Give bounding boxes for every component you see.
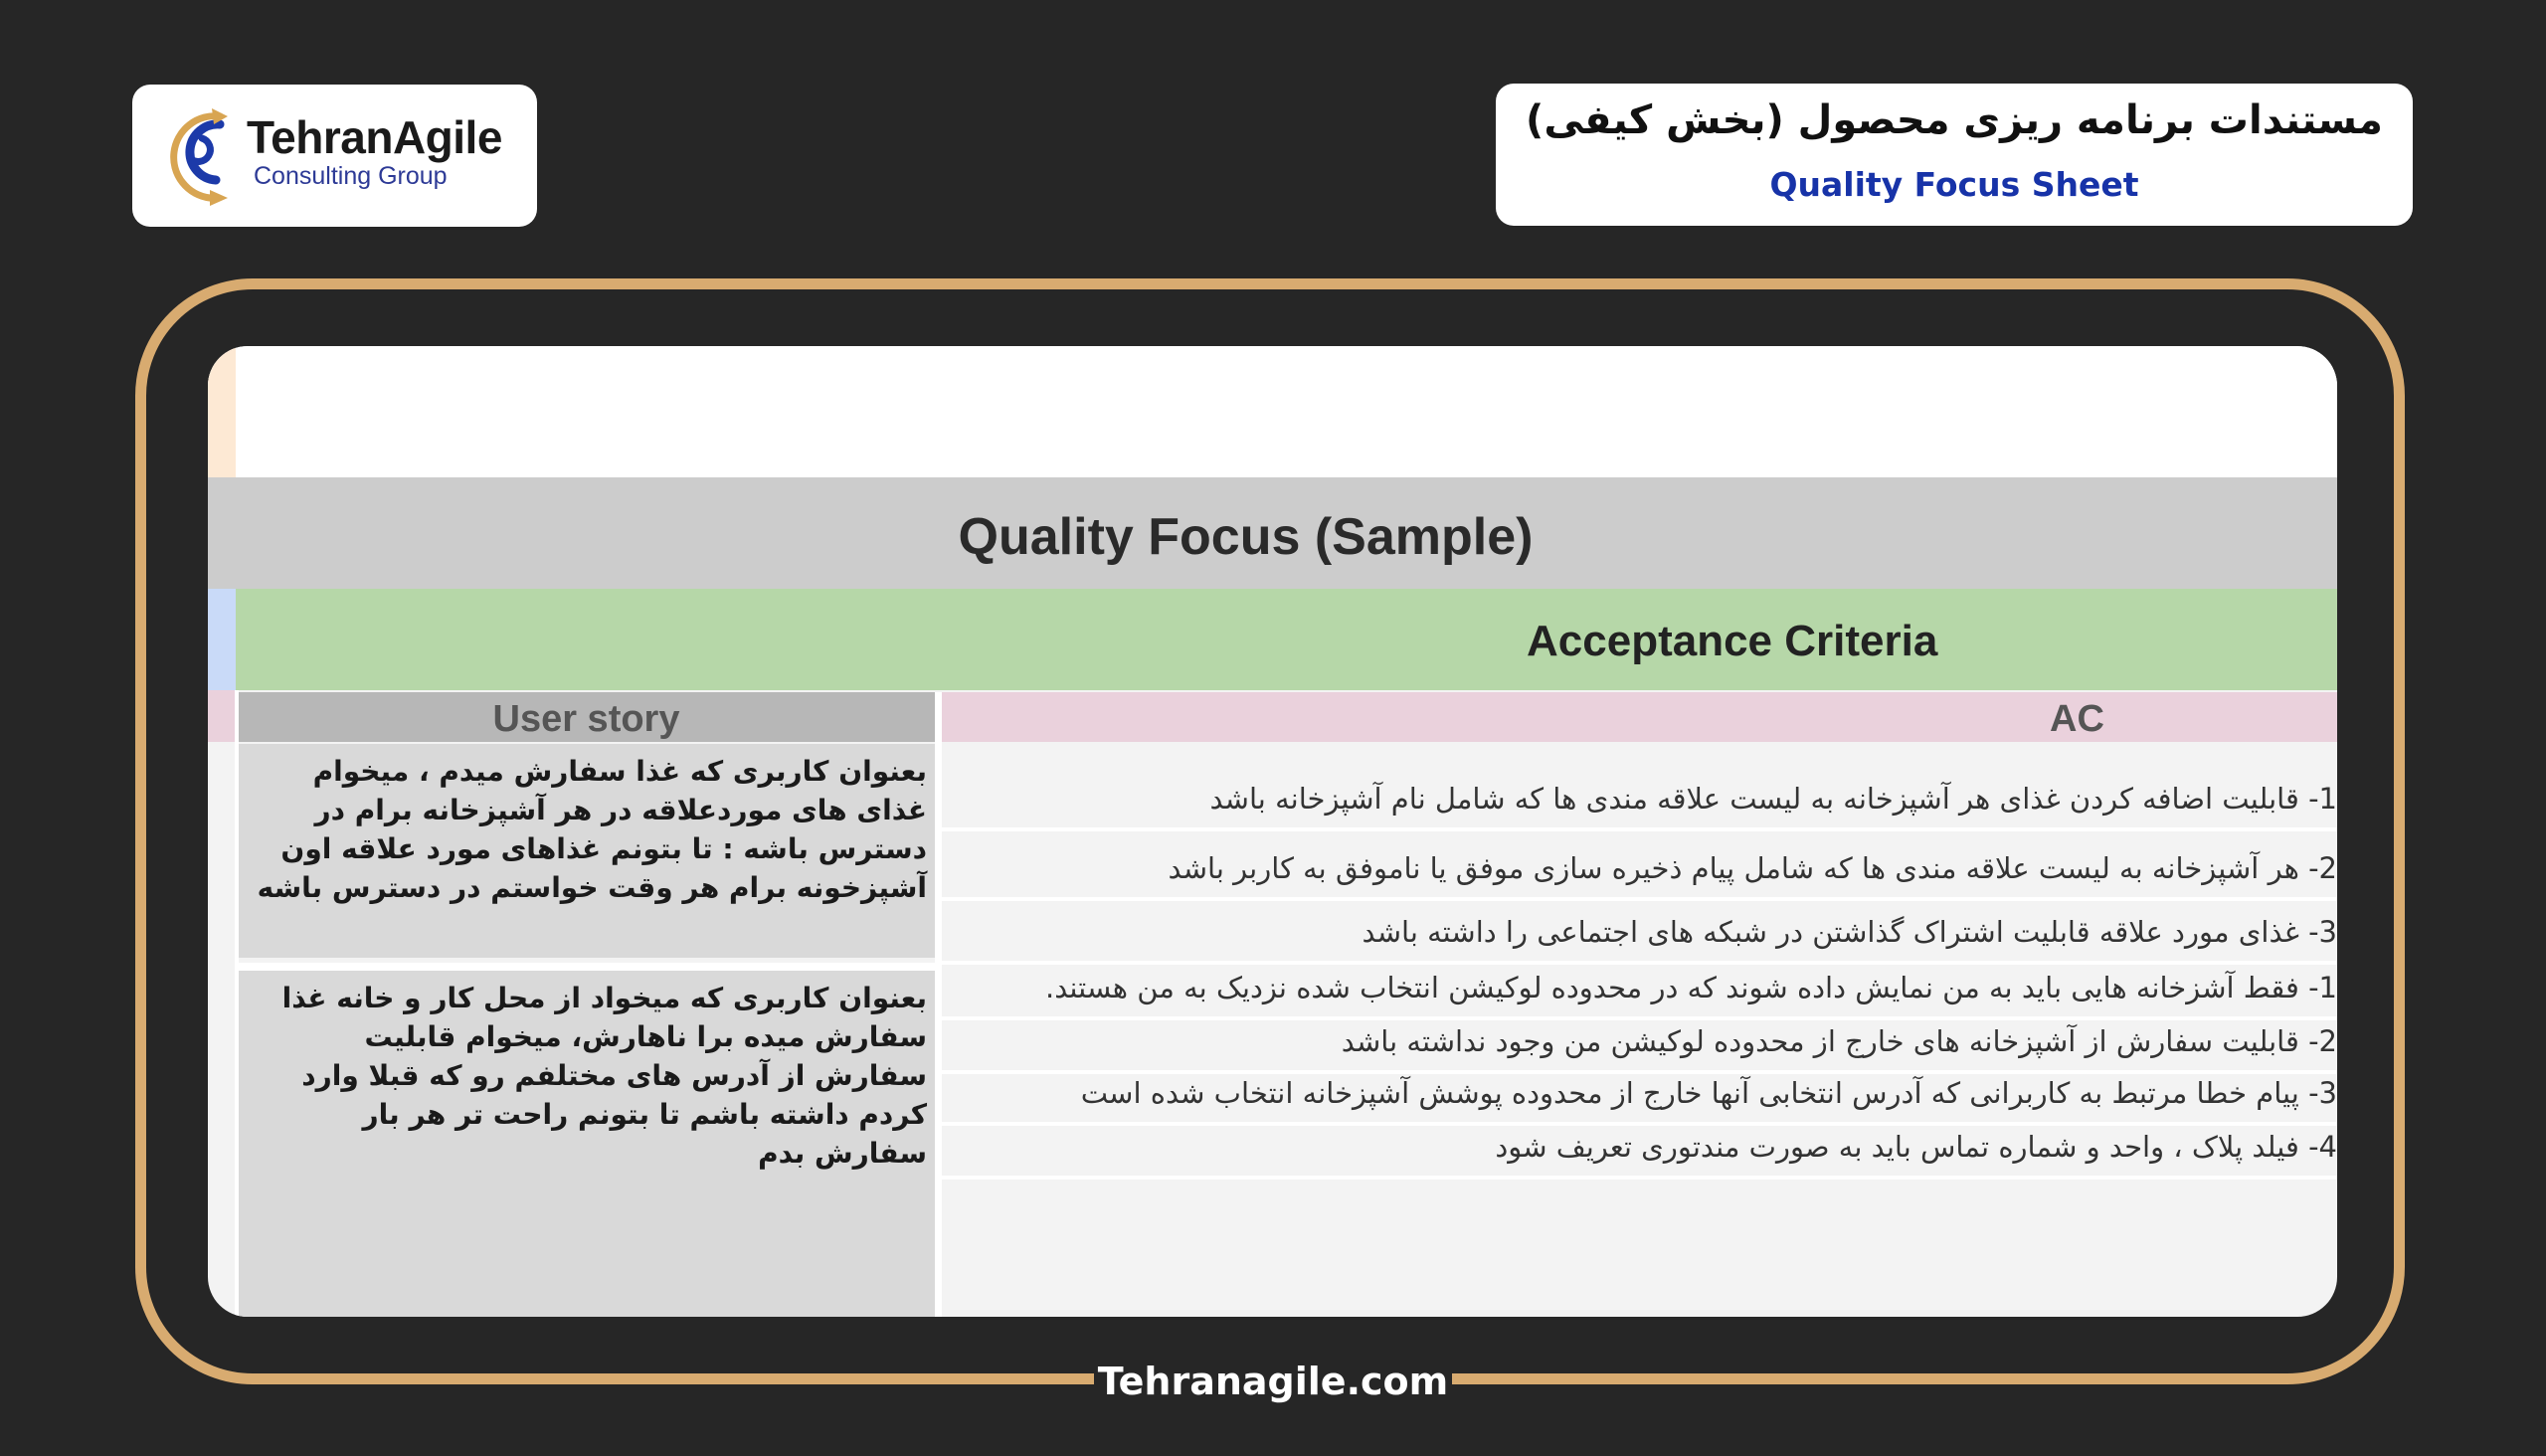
page-title-persian: مستندات برنامه ریزی محصول (بخش کیفی) bbox=[1526, 97, 2383, 143]
ac-column-header bbox=[942, 692, 2337, 742]
footer-url[interactable]: Tehranagile.com bbox=[1097, 1360, 1449, 1403]
logo-card bbox=[132, 85, 537, 227]
sheet-blank-area bbox=[208, 346, 2337, 477]
row-color-strip bbox=[208, 589, 236, 690]
logo-subtitle: Consulting Group bbox=[254, 162, 448, 190]
logo-name: TehranAgile bbox=[247, 111, 502, 163]
title-card bbox=[1496, 84, 2413, 226]
quality-focus-sheet bbox=[208, 346, 2337, 1317]
acceptance-criteria-band bbox=[236, 589, 2337, 690]
ac-row bbox=[942, 965, 2337, 1020]
column-divider bbox=[935, 692, 942, 1317]
ac-row bbox=[942, 1126, 2337, 1180]
ac-text: 4- فیلد پلاک ، واحد و شماره تماس باید به صورت مندتوری تعریف شود bbox=[1495, 1130, 2337, 1164]
acceptance-criteria-title: Acceptance Criteria bbox=[1527, 617, 1938, 665]
sheet-title: Quality Focus (Sample) bbox=[958, 508, 1534, 566]
sheet-title-band bbox=[208, 477, 2337, 589]
ac-row bbox=[942, 1074, 2337, 1126]
ac-text: 3- غذای مورد علاقه قابلیت اشتراک گذاشتن در شبکه های اجتماعی را داشته باشد bbox=[1362, 915, 2337, 949]
ac-row bbox=[942, 831, 2337, 901]
user-story-column-header bbox=[238, 692, 935, 742]
ac-row bbox=[942, 744, 2337, 831]
page-title-english: Quality Focus Sheet bbox=[1769, 165, 2139, 204]
row-color-strip bbox=[208, 690, 236, 742]
ac-text: 1- فقط آشزخانه هایی باید به من نمایش داده شوند که در محدوده لوکیشن انتخاب شده نزدیک به من هستند. bbox=[1044, 971, 2337, 1004]
ac-header-label: AC bbox=[2050, 698, 2104, 740]
ac-row bbox=[942, 901, 2337, 965]
user-story-header-label: User story bbox=[492, 698, 680, 740]
ac-row bbox=[942, 1020, 2337, 1074]
user-story-cell: بعنوان کاربری که میخواد از محل کار و خانه غذا سفارش میده برا ناهارش، میخوام قابلیت سفارش از آدرس های مختلفم رو که قبلا وارد کردم داشته باشم تا بتونم راحت تر هر بار سفارش بدم bbox=[239, 963, 935, 1317]
tehranagile-logo-icon bbox=[150, 94, 246, 218]
ac-text: 1- قابلیت اضافه کردن غذای هر آشپزخانه به لیست علاقه مندی ها که شامل نام آشپزخانه باشد bbox=[1209, 782, 2337, 816]
user-story-cell: بعنوان کاربری که غذا سفارش میدم ، میخوام غذای های موردعلاقه در هر آشپزخانه برام در دسترس باشه : تا بتونم غذاهای مورد علاقه اون آشپزخونه برام هر وقت خواستم در دسترس باشه bbox=[239, 744, 935, 958]
ac-text: 3- پیام خطا مرتبط به کاربرانی که آدرس انتخابی آنها خارج از محدوده پوشش آشپزخانه انتخاب شده است bbox=[1080, 1076, 2337, 1110]
ac-text: 2- قابلیت سفارش از آشپزخانه های خارج از محدوده لوکیشن من وجود نداشته باشد bbox=[1341, 1024, 2337, 1058]
ac-text: 2- هر آشپزخانه به لیست علاقه مندی ها که شامل پیام ذخیره سازی موفق یا ناموفق به کاربر باشد bbox=[1168, 851, 2337, 885]
row-color-strip bbox=[208, 346, 236, 477]
